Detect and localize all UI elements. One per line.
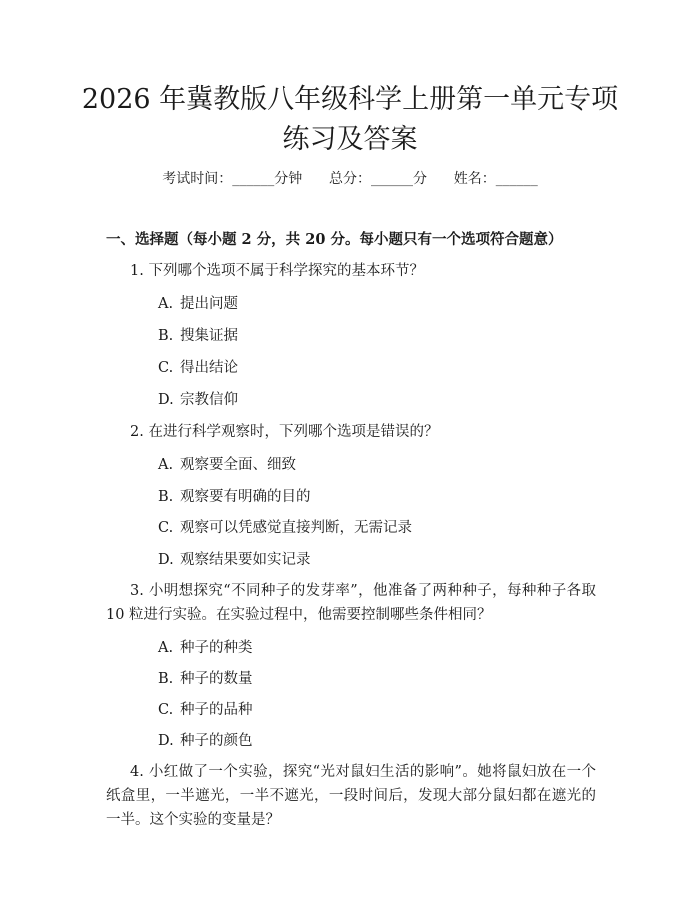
q3-option-a (158, 636, 253, 657)
option-letter: A. (158, 457, 174, 473)
option-text: 种子的种类 (180, 640, 253, 656)
option-letter: D. (158, 392, 174, 408)
section-heading: 一、选择题（每小题 2 分，共 20 分。每小题只有一个选项符合题意） (106, 231, 563, 248)
option-text: 观察要有明确的目的 (180, 489, 311, 505)
q3-option-c (158, 698, 253, 719)
title-line-1: 2026 年冀教版八年级科学上册第一单元专项 (81, 84, 619, 115)
option-letter: A. (158, 296, 174, 312)
option-text: 种子的品种 (180, 702, 253, 718)
option-letter: D. (158, 733, 174, 749)
option-letter: B. (158, 328, 174, 344)
option-text: 搜集证据 (180, 328, 238, 344)
option-text: 观察要全面、细致 (180, 457, 296, 473)
q1-option-b (158, 324, 238, 345)
title-line-2: 练习及答案 (282, 124, 418, 155)
option-text: 观察结果要如实记录 (180, 552, 311, 568)
option-text: 提出问题 (180, 296, 238, 312)
option-letter: B. (158, 671, 174, 687)
question-3: 3. 小明想探究“不同种子的发芽率”，他准备了两种种子，每种种子各取 10 粒进行实验。在实验过程中，他需要控制哪些条件相同？ (106, 583, 596, 623)
option-text: 得出结论 (180, 360, 238, 376)
q3-option-b (158, 667, 253, 688)
exam-meta-line: 考试时间：______分钟 总分：______分 姓名：______ (162, 171, 538, 187)
question-1: 1. 下列哪个选项不属于科学探究的基本环节？ (130, 263, 424, 279)
q2-option-d (158, 548, 311, 569)
q2-option-a (158, 453, 296, 474)
option-text: 种子的数量 (180, 671, 253, 687)
q1-option-c (158, 356, 238, 377)
option-letter: C. (158, 360, 174, 376)
document-title (0, 80, 700, 160)
question-2: 2. 在进行科学观察时，下列哪个选项是错误的？ (130, 424, 439, 440)
q2-option-c (158, 516, 412, 537)
question-4: 4. 小红做了一个实验，探究“光对鼠妇生活的影响”。她将鼠妇放在一个纸盒里，一半遮光，一半不遮光，一段时间后，发现大部分鼠妇都在遮光的一半。这个实验的变量是？ (106, 764, 596, 828)
option-letter: C. (158, 520, 174, 536)
option-text: 宗教信仰 (180, 392, 238, 408)
option-letter: B. (158, 489, 174, 505)
q3-option-d (158, 729, 253, 750)
option-letter: C. (158, 702, 174, 718)
q1-option-a (158, 292, 238, 313)
q1-option-d (158, 388, 238, 409)
option-text: 观察可以凭感觉直接判断，无需记录 (180, 520, 412, 536)
option-letter: D. (158, 552, 174, 568)
q2-option-b (158, 485, 311, 506)
option-letter: A. (158, 640, 174, 656)
option-text: 种子的颜色 (180, 733, 253, 749)
